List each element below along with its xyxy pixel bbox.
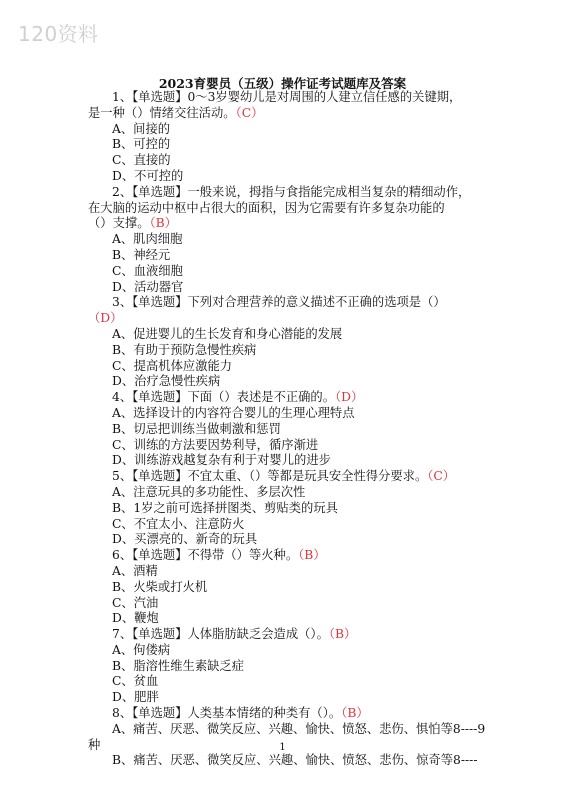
answer-mark: （D） [88, 311, 123, 326]
option-c: C、训练的方法要因势利导，循序渐进 [112, 437, 319, 452]
question-text-line: 8、【单选题】人类基本情绪的种类有（）。 [112, 706, 342, 721]
option-b: B、神经元 [112, 247, 171, 262]
option-b: B、有助于预防急慢性疾病 [112, 342, 257, 357]
option-c: C、贫血 [112, 674, 159, 689]
question-7 [88, 627, 488, 706]
question-text-line: 是一种（）情绪交往活动。 [88, 105, 236, 120]
option-c: C、血液细胞 [112, 263, 183, 278]
question-text-line: 7、【单选题】人体脂肪缺乏会造成（）。 [112, 627, 329, 642]
option-b: B、脂溶性维生素缺乏症 [112, 658, 245, 673]
answer-mark: （B） [328, 627, 357, 642]
option-a: A、酒精 [112, 563, 158, 578]
question-2 [88, 185, 488, 296]
option-c: C、提高机体应激能力 [112, 358, 233, 373]
option-c: C、直接的 [112, 153, 171, 168]
option-a: A、注意玩具的多功能性、多层次性 [112, 484, 306, 499]
option-a: A、痛苦、厌恶、微笑反应、兴趣、愉快、愤怒、悲伤、惧怕等8----9 [112, 721, 486, 736]
page-title: 2023育婴员（五级）操作证考试题库及答案 [158, 76, 407, 91]
answer-mark: （B） [341, 706, 369, 721]
answer-mark: （D） [335, 390, 364, 405]
option-b: B、火柴或打火机 [112, 579, 208, 594]
option-c: C、汽油 [112, 595, 159, 610]
question-text-line: 在大脑的运动中枢中占很大的面积，因为它需要有许多复杂功能的 [88, 200, 445, 215]
question-list [88, 90, 488, 769]
option-d: D、活动器官 [112, 279, 184, 294]
question-8 [88, 706, 488, 769]
option-d: D、买漂亮的、新奇的玩具 [112, 532, 258, 547]
page-number: 1 [279, 742, 286, 753]
option-d: D、训练游戏越复杂有利于对婴儿的进步 [112, 453, 331, 468]
option-a: A、间接的 [112, 121, 171, 136]
option-c: C、不宜太小、注意防火 [112, 516, 245, 531]
question-text-line: 3、【单选题】下列对合理营养的意义描述不正确的选项是（） [112, 295, 446, 310]
question-6 [88, 548, 488, 627]
answer-mark: （B） [298, 548, 326, 563]
option-b: B、可控的 [112, 137, 171, 152]
question-text-line: 1、【单选题】0～3岁婴幼儿是对周围的人建立信任感的关键期， [112, 90, 462, 104]
option-b: B、痛苦、厌恶、微笑反应、兴趣、愉快、愤怒、悲伤、惊奇等8---- [112, 753, 478, 768]
question-text-line: （）支撑。 [88, 216, 150, 231]
question-3 [88, 295, 488, 390]
option-d: D、鞭炮 [112, 611, 159, 626]
option-b: B、切忌把训练当做刺激和惩罚 [112, 421, 281, 436]
option-a: A、促进婴儿的生长发育和身心潜能的发展 [112, 326, 343, 341]
question-1 [88, 90, 488, 185]
question-text-line: 2、【单选题】一般来说，拇指与食指能完成相当复杂的精细动作， [112, 184, 471, 199]
answer-mark: （B） [149, 216, 177, 231]
option-d: D、治疗急慢性疾病 [112, 374, 221, 389]
option-a-continued: 种 [88, 737, 101, 752]
question-5 [88, 469, 488, 548]
option-a: A、肌肉细胞 [112, 232, 183, 247]
question-text-line: 4、【单选题】下面（）表述是不正确的。 [112, 390, 336, 405]
question-text-line: 5、【单选题】不宜太重、（）等都是玩具安全性得分要求。 [112, 469, 428, 484]
answer-mark: （C） [427, 469, 456, 484]
option-d: D、肥胖 [112, 690, 159, 705]
answer-mark: （C） [235, 105, 264, 120]
option-b: B、1岁之前可选择拼图类、剪贴类的玩具 [112, 500, 338, 515]
option-d: D、不可控的 [112, 168, 184, 183]
option-a: A、佝偻病 [112, 642, 171, 657]
watermark: 120资料 [18, 22, 99, 46]
question-4 [88, 390, 488, 469]
option-a: A、选择设计的内容符合婴儿的生理心理特点 [112, 405, 355, 420]
question-text-line: 6、【单选题】不得带（）等火种。 [112, 548, 299, 563]
